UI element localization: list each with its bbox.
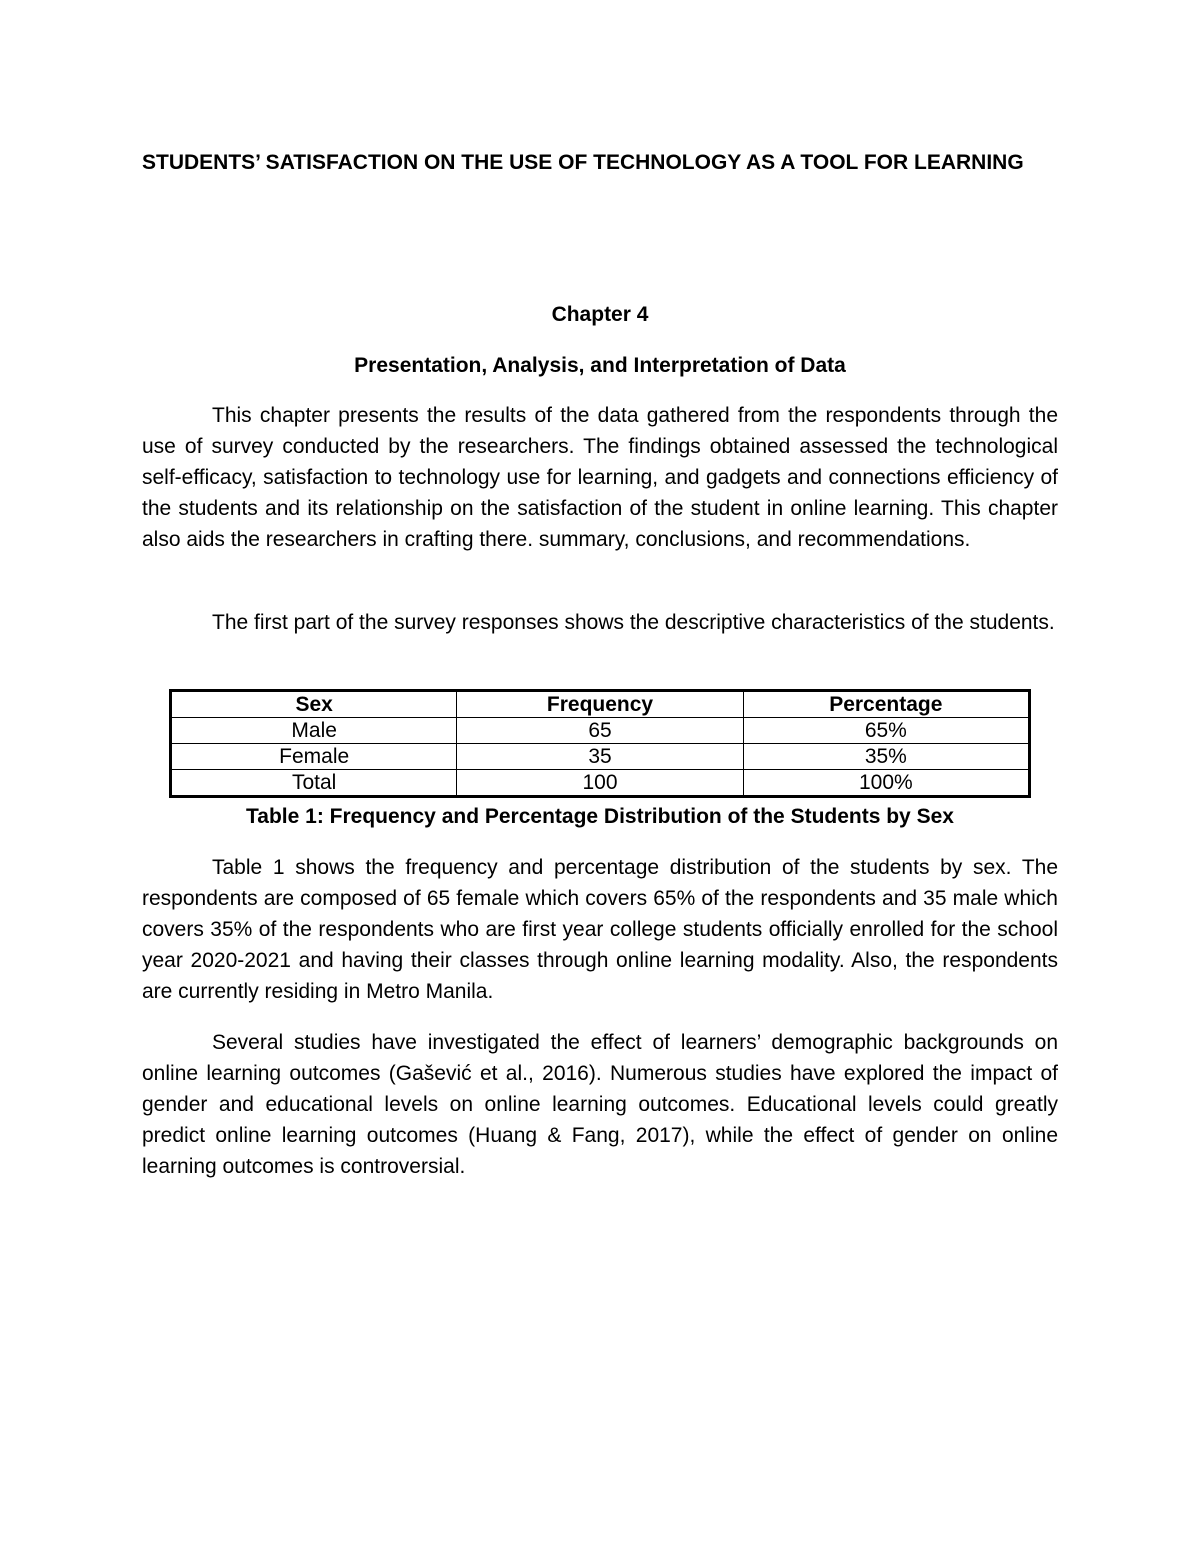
table-header-frequency: Frequency [457,691,743,718]
table-cell: 100% [743,770,1029,797]
table-row [171,770,1030,797]
paragraph-survey-part: The first part of the survey responses shows the descriptive characteristics of the students. [212,611,1055,634]
table-cell: 100 [457,770,743,797]
table-row [171,718,1030,744]
table-header-sex: Sex [171,691,457,718]
sex-distribution-table [169,689,1031,798]
table-caption: Table 1: Frequency and Percentage Distribution of the Students by Sex [246,805,954,828]
table-cell: Male [171,718,457,744]
paragraph-table-discussion: Table 1 shows the frequency and percentage distribution of the students by sex. The respondents are composed of 65 female which covers 65% of the respondents and 35 male which covers 35% of the respondents who are first year college students officially enrolled for the school year 2020-2021 and having their classes through online learning modality. Also, the respondents are currently residing in Metro Manila. [142,856,1058,1003]
paragraph-related-studies: Several studies have investigated the effect of learners’ demographic backgrounds on online learning outcomes (Gašević et al., 2016). Numerous studies have explored the impact of gender and educational levels on online learning outcomes. Educational levels could greatly predict online learning outcomes (Huang & Fang, 2017), while the effect of gender on online learning outcomes is controversial. [142,1031,1058,1178]
table-row [171,744,1030,770]
paragraph-intro: This chapter presents the results of the data gathered from the respondents through the use of survey conducted by the researchers. The findings obtained assessed the technological self-efficacy, satisfaction to technology use for learning, and gadgets and connections efficiency of the students and its relationship on the satisfaction of the student in online learning. This chapter also aids the researchers in crafting there. summary, conclusions, and recommendations. [142,404,1058,551]
table-cell: 35% [743,744,1029,770]
table-cell: 65 [457,718,743,744]
table-header-percentage: Percentage [743,691,1029,718]
chapter-subtitle: Presentation, Analysis, and Interpretation of Data [354,354,846,377]
table-cell: Total [171,770,457,797]
chapter-heading: Chapter 4 [551,303,649,326]
document-title: STUDENTS’ SATISFACTION ON THE USE OF TECHNOLOGY AS A TOOL FOR LEARNING [142,151,1024,174]
table-cell: Female [171,744,457,770]
table-header-row [171,691,1030,718]
table-cell: 65% [743,718,1029,744]
table-cell: 35 [457,744,743,770]
